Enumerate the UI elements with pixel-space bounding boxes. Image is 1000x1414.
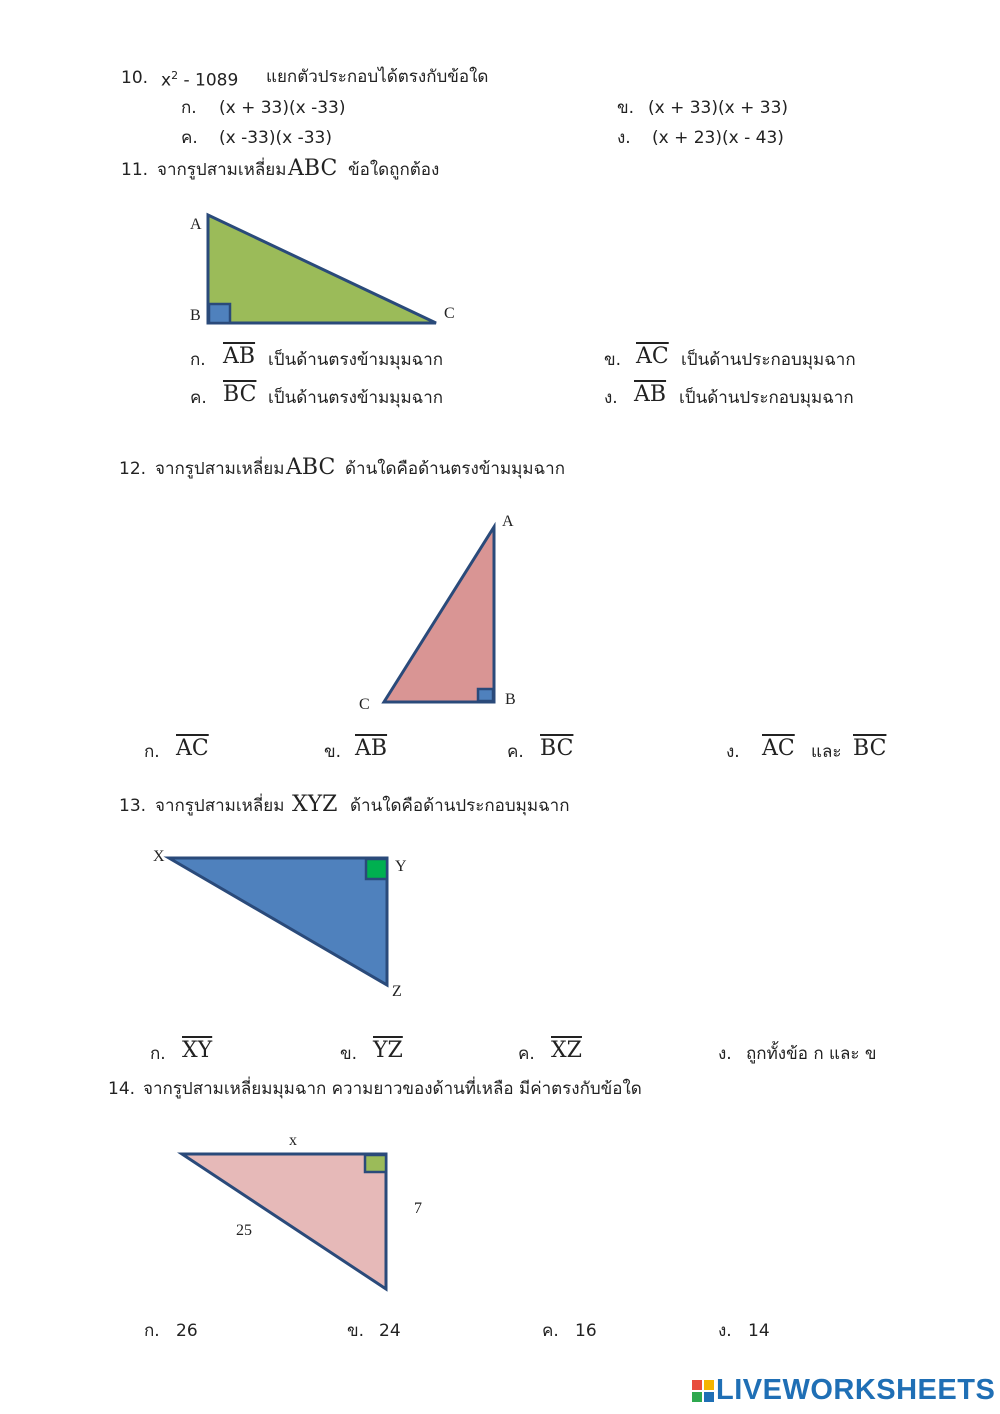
logo-square-icon: [704, 1392, 714, 1402]
q13-option-label: ค.: [518, 1044, 535, 1064]
q11-right-angle-marker: [209, 304, 230, 323]
q10-option-label: ง.: [617, 128, 631, 148]
q13-text-post: ด้านใดคือด้านประกอบมุมฉาก: [350, 796, 570, 816]
q12-number: 12.: [119, 459, 147, 479]
q13-option-segment[interactable]: $\overline{XY}$: [182, 1038, 213, 1063]
q12-vertex-a: A: [502, 513, 514, 530]
liveworksheets-logo[interactable]: [692, 1376, 995, 1405]
q13-option-label: ข.: [340, 1044, 358, 1064]
q13-vertex-y: Y: [395, 858, 407, 875]
q12-text-pre: จากรูปสามเหลี่ยม: [155, 459, 285, 479]
q10-option-label: ข.: [617, 98, 635, 118]
q11-option-label: ก.: [190, 350, 206, 370]
q13-option-segment[interactable]: $\overline{XZ}$: [551, 1038, 582, 1063]
q10-option-value[interactable]: (x + 33)(x -33): [219, 98, 346, 118]
q10-text: แยกตัวประกอบได้ตรงกับข้อใด: [266, 67, 489, 87]
q11-triangle: [208, 215, 436, 323]
q11-text-pre: จากรูปสามเหลี่ยม: [157, 160, 287, 180]
q14-option-value[interactable]: 16: [575, 1321, 597, 1341]
q12-option-joiner: และ: [811, 742, 842, 762]
q11-option-segment[interactable]: $\overline{AC}$: [636, 344, 669, 369]
q10-option-value[interactable]: (x -33)(x -33): [219, 128, 332, 148]
q14-side-label-right: 7: [414, 1200, 422, 1217]
q10-option-label: ก.: [181, 98, 197, 118]
q11-option-text: เป็นด้านตรงข้ามมุมฉาก: [268, 388, 444, 408]
q14-option-value[interactable]: 14: [748, 1321, 770, 1341]
q11-triangle-name: ABC: [288, 156, 338, 181]
q12-option-segment[interactable]: $\overline{AB}$: [355, 736, 388, 761]
q10-option-value[interactable]: (x + 23)(x - 43): [652, 128, 784, 148]
q11-vertex-c: C: [444, 305, 455, 322]
q11-option-label: ง.: [604, 388, 618, 408]
q11-option-label: ค.: [190, 388, 207, 408]
q11-vertex-a: A: [190, 216, 202, 233]
q11-vertex-b: B: [190, 307, 201, 324]
q11-option-text: เป็นด้านประกอบมุมฉาก: [679, 388, 854, 408]
q10-option-value[interactable]: (x + 33)(x + 33): [648, 98, 789, 118]
liveworksheets-logo-icon: [692, 1380, 714, 1402]
q11-text-post: ข้อใดถูกต้อง: [348, 160, 440, 180]
q12-vertex-c: C: [359, 696, 370, 713]
q12-option-label: ง.: [726, 742, 740, 762]
q14-triangle: [182, 1154, 386, 1289]
q12-option-segment[interactable]: $\overline{AC}$: [176, 736, 209, 761]
q12-text-post: ด้านใดคือด้านตรงข้ามมุมฉาก: [345, 459, 566, 479]
q10-number: 10.: [121, 68, 149, 88]
q13-option-label: ง.: [718, 1044, 732, 1064]
q11-number: 11.: [121, 160, 149, 180]
q14-option-label: ง.: [718, 1321, 732, 1341]
q10-option-label: ค.: [181, 128, 198, 148]
q14-option-label: ค.: [542, 1321, 559, 1341]
logo-square-icon: [704, 1380, 714, 1390]
q13-vertex-x: X: [153, 848, 165, 865]
q12-option-label: ค.: [507, 742, 524, 762]
q13-right-angle-marker: [366, 859, 387, 879]
q13-number: 13.: [119, 796, 147, 816]
q14-right-angle-marker: [365, 1155, 386, 1172]
q11-option-segment[interactable]: $\overline{BC}$: [223, 382, 257, 407]
liveworksheets-logo-text: LIVEWORKSHEETS: [716, 1374, 996, 1406]
q11-option-label: ข.: [604, 350, 622, 370]
q10-expr-rest: - 1089: [178, 70, 239, 91]
q14-option-value[interactable]: 24: [379, 1321, 401, 1341]
q13-text-pre: จากรูปสามเหลี่ยม: [155, 796, 285, 816]
q12-right-angle-marker: [478, 689, 493, 701]
q11-option-segment[interactable]: $\overline{AB}$: [223, 344, 256, 369]
q12-vertex-b: B: [505, 691, 516, 708]
q13-option-label: ก.: [150, 1044, 166, 1064]
q14-option-label: ข.: [347, 1321, 365, 1341]
logo-square-icon: [692, 1392, 702, 1402]
q10-expr-sup: 2: [171, 69, 179, 82]
q13-vertex-z: Z: [392, 983, 402, 1000]
q12-option-segment-2[interactable]: $\overline{BC}$: [853, 736, 887, 761]
q14-option-label: ก.: [144, 1321, 160, 1341]
q13-option-text[interactable]: ถูกทั้งข้อ ก และ ข: [746, 1044, 877, 1064]
q11-option-segment[interactable]: $\overline{AB}$: [634, 382, 667, 407]
q11-option-text: เป็นด้านประกอบมุมฉาก: [681, 350, 856, 370]
q14-side-label-hypotenuse: 25: [236, 1222, 252, 1239]
q13-triangle: [169, 858, 387, 985]
q10-expr-base: x: [161, 70, 172, 91]
q12-option-label: ก.: [144, 742, 160, 762]
q12-triangle-name: ABC: [286, 455, 336, 480]
q12-option-segment[interactable]: $\overline{BC}$: [540, 736, 574, 761]
q14-text: จากรูปสามเหลี่ยมมุมฉาก ความยาวของด้านที่เหลือ มีค่าตรงกับข้อใด: [143, 1079, 642, 1099]
q14-side-label-top: x: [289, 1132, 297, 1149]
q11-option-text: เป็นด้านตรงข้ามมุมฉาก: [268, 350, 444, 370]
q12-option-segment[interactable]: $\overline{AC}$: [762, 736, 795, 761]
q14-number: 14.: [108, 1079, 136, 1099]
q12-triangle: [384, 527, 494, 702]
q12-option-label: ข.: [324, 742, 342, 762]
q13-triangle-name: XYZ: [292, 792, 338, 817]
q13-option-segment[interactable]: $\overline{YZ}$: [373, 1038, 403, 1063]
q14-option-value[interactable]: 26: [176, 1321, 198, 1341]
logo-square-icon: [692, 1380, 702, 1390]
